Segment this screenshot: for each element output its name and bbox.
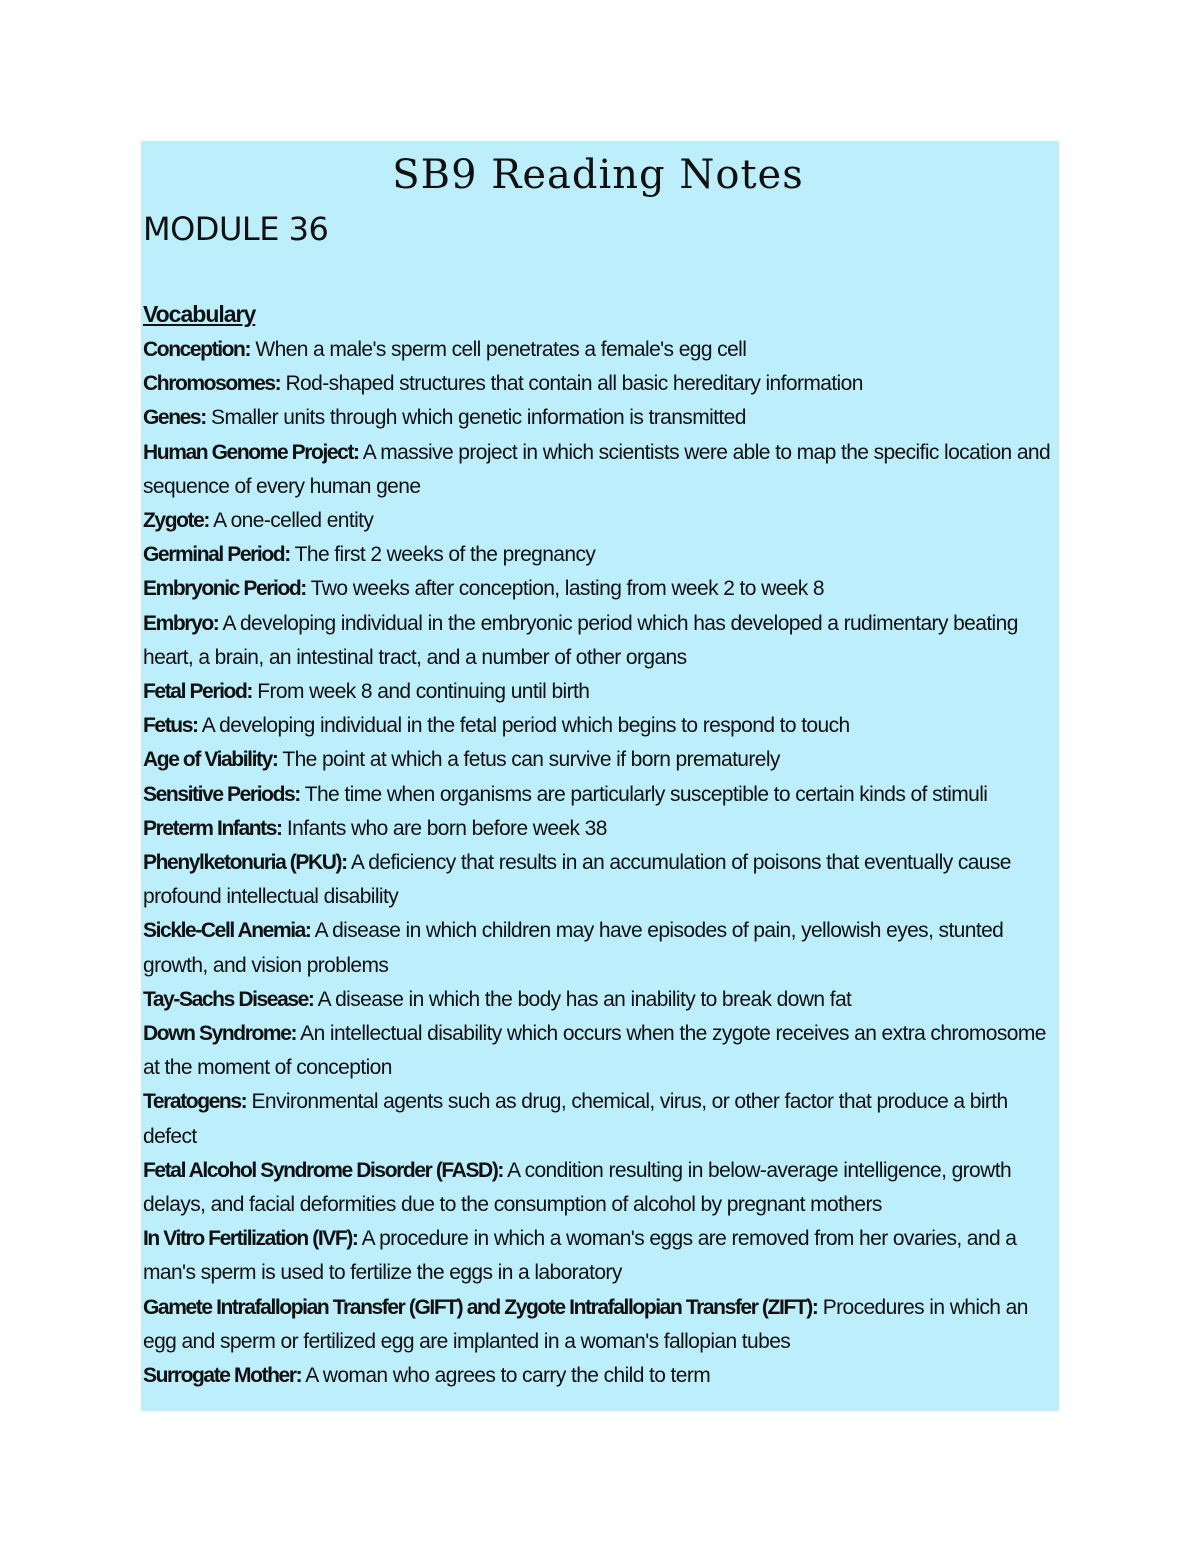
vocabulary-entry xyxy=(143,1359,1053,1393)
vocabulary-entry xyxy=(143,401,1053,435)
vocabulary-list xyxy=(143,333,1053,1393)
vocabulary-definition: Two weeks after conception, lasting from week 2 to week 8 xyxy=(310,577,825,601)
vocabulary-definition: A developing individual in the embryonic period which has developed a rudimentary beating heart, a brain, an intestinal tract, and a number of other organs xyxy=(143,611,1018,669)
vocabulary-definition: A disease in which children may have episodes of pain, yellowish eyes, stunted growth, and vision problems xyxy=(143,919,1004,977)
vocabulary-entry xyxy=(143,504,1053,538)
vocabulary-entry xyxy=(143,743,1053,777)
vocabulary-term: Teratogens: xyxy=(143,1090,247,1114)
vocabulary-term: Gamete Intrafallopian Transfer (GIFT) and Zygote Intrafallopian Transfer (ZIFT): xyxy=(143,1295,818,1319)
vocabulary-entry xyxy=(143,1017,1053,1085)
vocabulary-definition: A disease in which the body has an inability to break down fat xyxy=(317,987,852,1011)
module-heading: MODULE 36 xyxy=(143,210,329,248)
vocabulary-entry xyxy=(143,778,1053,812)
vocabulary-term: In Vitro Fertilization (IVF): xyxy=(143,1227,358,1251)
vocabulary-entry xyxy=(143,1154,1053,1222)
vocabulary-entry xyxy=(143,436,1053,504)
vocabulary-definition: Environmental agents such as drug, chemical, virus, or other factor that produce a birth defect xyxy=(143,1090,1008,1148)
vocabulary-entry xyxy=(143,1222,1053,1290)
vocabulary-term: Tay-Sachs Disease: xyxy=(143,987,314,1011)
vocabulary-term: Embryonic Period: xyxy=(143,577,306,601)
vocabulary-heading: Vocabulary xyxy=(143,301,256,327)
vocabulary-term: Chromosomes: xyxy=(143,372,281,396)
vocabulary-definition: Smaller units through which genetic information is transmitted xyxy=(211,406,746,430)
vocabulary-definition: A one-celled entity xyxy=(213,509,374,533)
vocabulary-term: Fetal Period: xyxy=(143,680,252,704)
vocabulary-definition: A woman who agrees to carry the child to term xyxy=(305,1364,711,1388)
vocabulary-definition: A massive project in which scientists were able to map the specific location and sequence of every human gene xyxy=(143,440,1051,498)
vocabulary-definition: When a male's sperm cell penetrates a female's egg cell xyxy=(255,338,747,361)
vocabulary-entry xyxy=(143,675,1053,709)
vocabulary-entry xyxy=(143,333,1053,367)
vocabulary-entry xyxy=(143,709,1053,743)
vocabulary-entry xyxy=(143,572,1053,606)
vocabulary-entry xyxy=(143,914,1053,982)
vocabulary-term: Genes: xyxy=(143,406,206,430)
vocabulary-entry xyxy=(143,1291,1053,1359)
vocabulary-definition: The first 2 weeks of the pregnancy xyxy=(294,543,596,567)
vocabulary-entry xyxy=(143,846,1053,914)
vocabulary-definition: Procedures in which an egg and sperm or fertilized egg are implanted in a woman's fallopian tubes xyxy=(143,1295,1028,1353)
vocabulary-entry xyxy=(143,1085,1053,1153)
vocabulary-definition: The point at which a fetus can survive if born prematurely xyxy=(282,748,780,772)
vocabulary-term: Phenylketonuria (PKU): xyxy=(143,851,347,875)
vocabulary-definition: Infants who are born before week 38 xyxy=(286,816,607,840)
vocabulary-term: Age of Viability: xyxy=(143,748,278,772)
vocabulary-entry xyxy=(143,367,1053,401)
vocabulary-definition: The time when organisms are particularly susceptible to certain kinds of stimuli xyxy=(304,782,988,806)
vocabulary-definition: An intellectual disability which occurs when the zygote receives an extra chromosome at the moment of conception xyxy=(143,1022,1046,1080)
vocabulary-term: Human Genome Project: xyxy=(143,440,359,464)
vocabulary-term: Embryo: xyxy=(143,611,219,635)
vocabulary-term: Preterm Infants: xyxy=(143,816,282,840)
vocabulary-entry xyxy=(143,983,1053,1017)
vocabulary-term: Germinal Period: xyxy=(143,543,290,567)
vocabulary-definition: A deficiency that results in an accumulation of poisons that eventually cause profound intellectual disability xyxy=(143,851,1011,909)
vocabulary-entry xyxy=(143,538,1053,572)
vocabulary-definition: A condition resulting in below-average intelligence, growth delays, and facial deformities due to the consumption of alcohol by pregnant mothers xyxy=(143,1158,1012,1217)
notes-panel xyxy=(141,141,1059,1411)
vocabulary-definition: A developing individual in the fetal period which begins to respond to touch xyxy=(201,714,850,738)
vocabulary-term: Down Syndrome: xyxy=(143,1022,297,1046)
vocabulary-definition: A procedure in which a woman's eggs are removed from her ovaries, and a man's sperm is used to fertilize the eggs in a laboratory xyxy=(143,1227,1017,1285)
document-title: SB9 Reading Notes xyxy=(392,152,804,198)
vocabulary-term: Sensitive Periods: xyxy=(143,782,300,806)
vocabulary-term: Fetus: xyxy=(143,714,198,738)
vocabulary-term: Conception: xyxy=(143,338,251,361)
vocabulary-definition: Rod-shaped structures that contain all basic hereditary information xyxy=(285,372,863,396)
vocabulary-definition: From week 8 and continuing until birth xyxy=(257,680,590,704)
vocabulary-term: Sickle-Cell Anemia: xyxy=(143,919,311,943)
vocabulary-entry xyxy=(143,812,1053,846)
vocabulary-entry xyxy=(143,607,1053,675)
vocabulary-term: Fetal Alcohol Syndrome Disorder (FASD): xyxy=(143,1158,504,1182)
vocabulary-term: Zygote: xyxy=(143,509,210,533)
vocabulary-term: Surrogate Mother: xyxy=(143,1364,302,1388)
